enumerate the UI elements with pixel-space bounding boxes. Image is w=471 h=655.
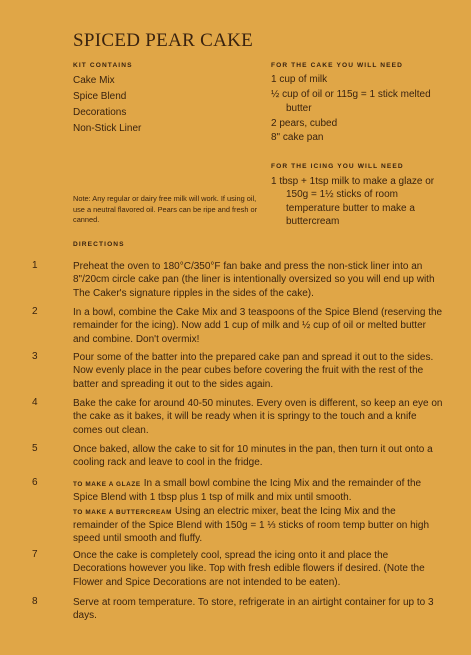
icing-needs-list bbox=[271, 175, 446, 228]
kit-contains-heading: KIT CONTAINS bbox=[73, 62, 133, 69]
step-text-icing bbox=[73, 477, 443, 545]
cake-need-item: 8" cake pan bbox=[271, 132, 324, 144]
step-number: 4 bbox=[32, 397, 38, 408]
kit-item: Spice Blend bbox=[73, 91, 127, 102]
kit-list bbox=[73, 73, 141, 137]
step-number: 5 bbox=[32, 443, 38, 454]
step-text: In a bowl, combine the Cake Mix and 3 teaspoons of the Spice Blend (reserving the remainder for the icing). Now add 1 cup of milk and ½ cup of oil or melted butter and combine. Don't overmix! bbox=[73, 307, 443, 345]
step-number: 6 bbox=[32, 477, 38, 488]
step-number: 3 bbox=[32, 351, 38, 362]
icing-need-item: 1 tbsp + 1tsp milk to make a glaze or 150g = 1½ sticks of room temperature butter to make a buttercream bbox=[271, 176, 435, 227]
step-number: 8 bbox=[32, 596, 38, 607]
step-text: Serve at room temperature. To store, refrigerate in an airtight container for up to 3 days. bbox=[73, 597, 434, 622]
kit-item: Decorations bbox=[73, 107, 127, 118]
kit-item: Cake Mix bbox=[73, 75, 115, 86]
buttercream-text: Using an electric mixer, beat the Icing Mix and the remainder of the Spice Blend with 150g = 1 ⅓ sticks of room temp butter on high speed until smooth and fluffy. bbox=[73, 505, 430, 545]
step-text: Preheat the oven to 180°C/350°F fan bake and press the non-stick liner into an 8"/20cm circle cake pan (the liner is intentionally oversized so you will end up with The Caker's signature ripples in the sides of the cake). bbox=[73, 261, 435, 299]
cake-need-item: 1 cup of milk bbox=[271, 74, 328, 85]
step-text: Once baked, allow the cake to sit for 10 minutes in the pan, then turn it out onto a cooling rack and leave to cool in the fridge. bbox=[73, 444, 433, 469]
step-number: 1 bbox=[32, 260, 38, 271]
glaze-text: In a small bowl combine the Icing Mix and the remainder of the Spice Blend with 1 tbsp plus 1 tsp of milk and mix until smooth. bbox=[73, 478, 422, 504]
step-number: 2 bbox=[32, 306, 38, 317]
cake-need-item: ½ cup of oil or 115g = 1 stick melted butter bbox=[271, 88, 431, 115]
directions-heading: DIRECTIONS bbox=[73, 241, 125, 248]
cake-needs-list bbox=[271, 73, 451, 146]
buttercream-label: TO MAKE A BUTTERCREAM bbox=[73, 508, 172, 516]
step-text: Pour some of the batter into the prepared cake pan and spread it out to the sides. Now evenly place in the pear cubes before covering the fruit with the rest of the batter and spreading it out to the sides again. bbox=[73, 352, 434, 390]
cake-need-item: 2 pears, cubed bbox=[271, 117, 338, 129]
step-text: Once the cake is completely cool, spread the icing onto it and place the Decorations however you like. Top with fresh edible flowers if desired. (Note the Flower and Spice Decorations are not intended to be eaten). bbox=[73, 550, 425, 588]
ingredient-note: Note: Any regular or dairy free milk will work. If using oil, use a neutral flavored oil. Pears can be ripe and fresh or canned. bbox=[73, 194, 258, 224]
page-title: SPICED PEAR CAKE bbox=[73, 30, 254, 51]
step-number: 7 bbox=[32, 549, 38, 560]
step-text: Bake the cake for around 40-50 minutes. Every oven is different, so keep an eye on the cake as it bakes, it will be ready when it is springy to the touch and a knife comes out clean. bbox=[73, 398, 443, 436]
cake-needs-heading: FOR THE CAKE YOU WILL NEED bbox=[271, 62, 404, 69]
glaze-label: TO MAKE A GLAZE bbox=[73, 481, 141, 488]
icing-needs-heading: FOR THE ICING YOU WILL NEED bbox=[271, 163, 404, 170]
kit-item: Non-Stick Liner bbox=[73, 123, 142, 134]
